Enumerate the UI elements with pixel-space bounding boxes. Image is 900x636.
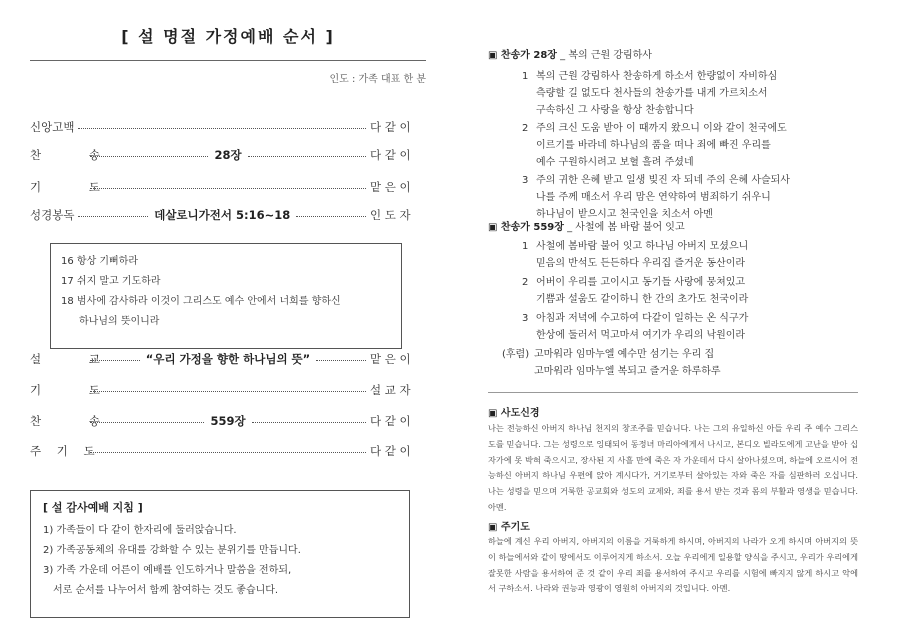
lords-prayer-text: 하늘에 계신 우리 아버지, 아버지의 이름을 거룩하게 하시며, 아버지의 나라가 오게 하시며 아버지의 뜻이 하늘에서와 같이 땅에서도 이루어지게 하소서. 오늘 우리에게 일용할 양식을 주시고, 우리가 우리에게 잘못한 사람을 용서하여 준 것 같이 우리 죄를 용서하여 주시고 우리를 시험에 빠지지 않게 하시고 악에서 구하소서. 나라와 권능과 영광이 영원히 아버지의 것입니다. 아멘. [488, 536, 858, 594]
order-assignee: 다 같 이 [370, 444, 411, 458]
verse-line: 믿음의 반석도 든든하다 우리집 즐거운 동산이라 [536, 258, 746, 269]
hymn-28-heading [488, 46, 652, 61]
order-assignee: 맡 은 이 [370, 180, 411, 194]
section-divider [488, 392, 858, 393]
page-title: [ 설 명절 가정예배 순서 ] [121, 27, 335, 46]
sermon-title: “우리 가정을 향한 하나님의 뜻” [145, 352, 311, 366]
scripture-verse: 16 항상 기뻐하라 [61, 256, 139, 267]
lords-prayer-heading: ▣ 주기도 [488, 522, 530, 533]
verse-line: 복의 근원 강림하사 찬송하게 하소서 한량없이 자비하심 [536, 71, 778, 82]
dotted-leader [252, 422, 366, 423]
scripture-verse: 18 범사에 감사하라 이것이 그리스도 예수 안에서 너희를 향하신 [61, 296, 341, 307]
order-row-prayer2 [30, 381, 426, 399]
order-label: 성경봉독 [30, 208, 75, 222]
dotted-leader [90, 360, 140, 361]
apostles-creed-heading: ▣ 사도신경 [488, 408, 540, 419]
hymn-28-verse-1 [522, 68, 777, 119]
worship-guide-box [30, 490, 410, 618]
scripture-box [50, 243, 402, 349]
verse-line: 한상에 둘러서 먹고마셔 여기가 우리의 낙원이라 [536, 330, 746, 341]
chorus-line: 고마워라 임마누엘 예수만 섬기는 우리 집 [534, 349, 715, 360]
apostles-creed-text: 나는 전능하신 아버지 하나님 천지의 창조주를 믿습니다. 나는 그의 유일하신 아들 우리 주 예수 그리스도를 믿습니다. 그는 성령으로 잉태되어 동정녀 마리아에게서 나시고, 본디오 빌라도에게 고난을 받아 십자가에 못 박혀 죽으시고, 장사된 지 사흘 만에 죽은 자 가운데서 다시 살아나셨으며, 하늘에 오르시어 전능하신 아버지 하나님 우편에 앉아 계시다가, 거기로부터 살아있는 자와 죽은 자를 심판하러 오십니다. 나는 성령을 믿으며 거룩한 공교회와 성도의 교제와, 죄를 용서 받는 것과 몸의 부활과 영생을 믿습니다. 아멘. [488, 423, 858, 512]
dotted-leader [90, 391, 366, 392]
verse-number: 3 [522, 313, 529, 324]
leader-note: 인도 : 가족 대표 한 분 [329, 74, 426, 85]
chorus-line: 고마워라 임마누엘 복되고 즐거운 하루하루 [534, 366, 721, 377]
scripture-reference: 데살로니가전서 5:16~18 [154, 208, 291, 222]
hymn-559-verse-2 [522, 274, 748, 308]
dotted-leader [296, 216, 366, 217]
hymns-and-creeds-page [488, 40, 868, 620]
order-label: 신앙고백 [30, 120, 75, 134]
verse-line: 구속하신 그 사랑을 항상 찬송합니다 [536, 105, 694, 116]
order-assignee: 다 같 이 [370, 120, 411, 134]
verse-number: 1 [522, 241, 529, 252]
chorus-label: (후렴) [502, 349, 530, 360]
guide-title: [ 설 감사예배 지침 ] [43, 501, 143, 514]
verse-line: 이르기를 바라네 하나님의 품을 떠나 죄에 빠진 우리를 [536, 140, 771, 151]
hymn-28-verse-2 [522, 120, 787, 171]
dotted-leader [90, 452, 366, 453]
verse-line: 아침과 저녁에 수고하여 다같이 일하는 온 식구가 [536, 313, 749, 324]
order-label: 주 기 도 [30, 444, 101, 458]
order-assignee: 설 교 자 [370, 383, 411, 397]
guide-line: 1) 가족들이 다 같이 한자리에 둘러앉습니다. [43, 525, 237, 536]
order-label: 기 도 [30, 383, 122, 397]
order-row-prayer [30, 178, 426, 196]
order-assignee: 맡 은 이 [370, 352, 411, 366]
hymn-559-heading [488, 218, 685, 233]
order-assignee: 다 같 이 [370, 148, 411, 162]
hymn-28-title: ▣ 찬송가 28장 [488, 50, 557, 61]
scripture-verse: 17 쉬지 말고 기도하라 [61, 276, 161, 287]
hymn-28-verse-3 [522, 172, 790, 223]
hymn-559-verse-1 [522, 238, 748, 272]
order-label: 기 도 [30, 180, 122, 194]
order-row-hymn2 [30, 412, 426, 430]
verse-line: 나를 주께 매소서 우리 맘은 연약하여 범죄하기 쉬우니 [536, 192, 771, 203]
hymn-559-subtitle: _ 사철에 봄 바람 불어 잇고 [567, 222, 685, 233]
hymn-28-subtitle: _ 복의 근원 강림하사 [560, 50, 652, 61]
dotted-leader [90, 422, 204, 423]
order-row-creed [30, 118, 426, 136]
order-label: 설 교 [30, 352, 122, 366]
dotted-leader [248, 156, 366, 157]
verse-number: 3 [522, 175, 529, 186]
hymn-559-chorus [502, 346, 721, 380]
verse-line: 주의 귀한 은혜 받고 일생 빚진 자 되네 주의 은혜 사슬되사 [536, 175, 790, 186]
title-divider [30, 60, 426, 61]
order-row-sermon [30, 350, 426, 368]
worship-order-page [30, 24, 426, 624]
hymn-559-title: ▣ 찬송가 559장 [488, 222, 564, 233]
dotted-leader [90, 188, 366, 189]
verse-line: 주의 크신 도움 받아 이 때까지 왔으니 이와 같이 천국에도 [536, 123, 787, 134]
order-label: 찬 송 [30, 148, 122, 162]
guide-line: 2) 가족공동체의 유대를 강화할 수 있는 분위기를 만듭니다. [43, 545, 301, 556]
dotted-leader [316, 360, 366, 361]
verse-line: 사철에 봄바람 불어 잇고 하나님 아버지 모셨으니 [536, 241, 749, 252]
hymn-number: 28장 [214, 148, 242, 162]
verse-number: 1 [522, 71, 529, 82]
order-row-lords-prayer [30, 442, 426, 460]
verse-line: 측량할 길 없도다 천사들의 찬송가를 내게 가르치소서 [536, 88, 768, 99]
hymn-559-verse-3 [522, 310, 748, 344]
dotted-leader [78, 216, 148, 217]
hymn-number: 559장 [210, 414, 246, 428]
dotted-leader [90, 156, 208, 157]
order-row-reading [30, 206, 426, 224]
order-assignee: 다 같 이 [370, 414, 411, 428]
verse-number: 2 [522, 123, 529, 134]
guide-line: 3) 가족 가운데 어른이 예배를 인도하거나 말씀을 전하되, [43, 565, 292, 576]
scripture-verse-continued: 하나님의 뜻이니라 [79, 316, 160, 327]
order-label: 찬 송 [30, 414, 122, 428]
verse-line: 어버이 우리를 고이시고 동기들 사랑에 뭉쳐있고 [536, 277, 746, 288]
verse-number: 2 [522, 277, 529, 288]
order-row-hymn [30, 146, 426, 164]
verse-line: 예수 구원하시려고 보혈 흘려 주셨네 [536, 157, 694, 168]
verse-line: 하나님이 받으시고 천국인을 치소서 아멘 [536, 209, 713, 220]
guide-line-continued: 서로 순서를 나누어서 함께 참여하는 것도 좋습니다. [53, 585, 279, 596]
order-assignee: 인 도 자 [370, 208, 411, 222]
dotted-leader [78, 128, 366, 129]
verse-line: 기쁨과 설움도 같이하니 한 간의 초가도 천국이라 [536, 294, 749, 305]
